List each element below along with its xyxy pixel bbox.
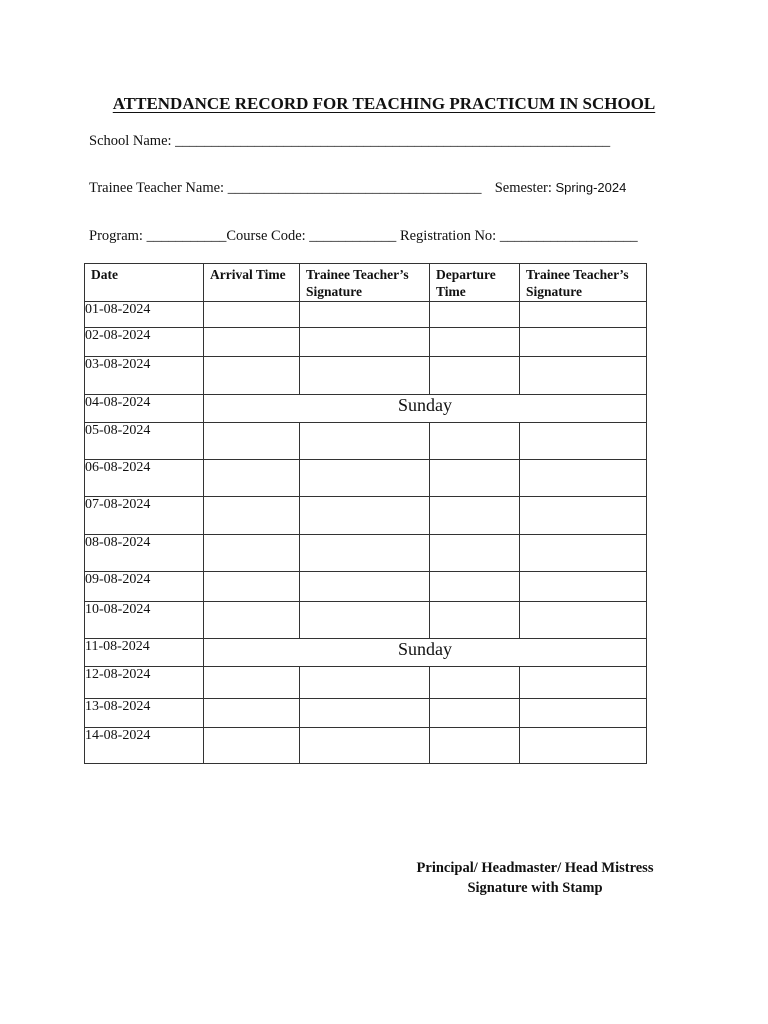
arrival-signature-cell[interactable] [300,302,430,328]
departure-time-cell[interactable] [430,728,520,764]
table-row [85,328,647,357]
arrival-time-cell[interactable] [204,728,300,764]
table-row [85,357,647,395]
arrival-time-cell[interactable] [204,602,300,639]
date-cell: 02-08-2024 [85,328,204,357]
semester-label: Semester: [494,180,556,196]
table-header-row [85,264,647,302]
departure-time-cell[interactable] [430,667,520,699]
arrival-time-cell[interactable] [204,357,300,395]
arrival-signature-cell[interactable] [300,667,430,699]
arrival-signature-cell[interactable] [300,460,430,497]
departure-time-cell[interactable] [430,497,520,535]
table-row [85,699,647,728]
table-row [85,460,647,497]
semester-value: Spring-2024 [555,180,627,195]
date-cell: 12-08-2024 [85,667,204,699]
trainee-name-field[interactable]: Trainee Teacher Name: ___________________________________ [89,180,482,196]
departure-signature-cell[interactable] [520,667,647,699]
departure-time-cell[interactable] [430,699,520,728]
arrival-signature-cell[interactable] [300,357,430,395]
table-row [85,423,647,460]
departure-time-cell[interactable] [430,423,520,460]
holiday-cell: Sunday [204,639,647,667]
school-name-field[interactable]: School Name: ____________________________________________________________ [89,133,611,149]
departure-signature-cell[interactable] [520,728,647,764]
table-row [85,639,647,667]
header-departure-signature: Trainee Teacher’s Signature [520,264,647,302]
header-arrival-time: Arrival Time [204,264,300,302]
program-row [89,228,638,245]
date-cell: 10-08-2024 [85,602,204,639]
arrival-signature-cell[interactable] [300,328,430,357]
departure-time-cell[interactable] [430,302,520,328]
arrival-signature-cell[interactable] [300,423,430,460]
departure-signature-cell[interactable] [520,357,647,395]
course-code-field[interactable]: Course Code: ____________ [226,228,397,244]
principal-signature-block [395,858,675,898]
date-cell: 03-08-2024 [85,357,204,395]
table-row [85,497,647,535]
document-title: ATTENDANCE RECORD FOR TEACHING PRACTICUM IN SCHOOL [112,94,656,113]
program-field[interactable]: Program: ___________ [89,228,227,244]
arrival-time-cell[interactable] [204,328,300,357]
signature-stamp-label: Signature with Stamp [467,880,603,896]
arrival-signature-cell[interactable] [300,535,430,572]
departure-signature-cell[interactable] [520,328,647,357]
departure-signature-cell[interactable] [520,602,647,639]
header-arrival-signature: Trainee Teacher’s Signature [300,264,430,302]
arrival-time-cell[interactable] [204,699,300,728]
departure-time-cell[interactable] [430,602,520,639]
arrival-time-cell[interactable] [204,497,300,535]
header-date: Date [85,264,204,302]
table-row [85,602,647,639]
arrival-signature-cell[interactable] [300,728,430,764]
arrival-time-cell[interactable] [204,302,300,328]
attendance-table [84,263,647,764]
table-row [85,302,647,328]
date-cell: 14-08-2024 [85,728,204,764]
departure-signature-cell[interactable] [520,302,647,328]
date-cell: 01-08-2024 [85,302,204,328]
holiday-cell: Sunday [204,395,647,423]
departure-time-cell[interactable] [430,328,520,357]
table-row [85,667,647,699]
departure-signature-cell[interactable] [520,699,647,728]
table-row [85,535,647,572]
arrival-time-cell[interactable] [204,535,300,572]
header-departure-time: Departure Time [430,264,520,302]
date-cell: 07-08-2024 [85,497,204,535]
departure-signature-cell[interactable] [520,423,647,460]
departure-time-cell[interactable] [430,535,520,572]
departure-time-cell[interactable] [430,572,520,602]
arrival-signature-cell[interactable] [300,572,430,602]
departure-signature-cell[interactable] [520,535,647,572]
date-cell: 04-08-2024 [85,395,204,423]
date-cell: 11-08-2024 [85,639,204,667]
date-cell: 09-08-2024 [85,572,204,602]
arrival-signature-cell[interactable] [300,699,430,728]
registration-no-field[interactable]: Registration No: ___________________ [399,228,638,244]
table-row [85,395,647,423]
departure-time-cell[interactable] [430,460,520,497]
arrival-time-cell[interactable] [204,460,300,497]
date-cell: 08-08-2024 [85,535,204,572]
departure-signature-cell[interactable] [520,572,647,602]
arrival-signature-cell[interactable] [300,497,430,535]
departure-signature-cell[interactable] [520,497,647,535]
arrival-time-cell[interactable] [204,667,300,699]
arrival-time-cell[interactable] [204,572,300,602]
arrival-signature-cell[interactable] [300,602,430,639]
arrival-time-cell[interactable] [204,423,300,460]
date-cell: 13-08-2024 [85,699,204,728]
date-cell: 05-08-2024 [85,423,204,460]
table-row [85,572,647,602]
date-cell: 06-08-2024 [85,460,204,497]
trainee-name-row [89,180,626,197]
table-row [85,728,647,764]
departure-time-cell[interactable] [430,357,520,395]
departure-signature-cell[interactable] [520,460,647,497]
signature-title: Principal/ Headmaster/ Head Mistress [416,860,654,876]
